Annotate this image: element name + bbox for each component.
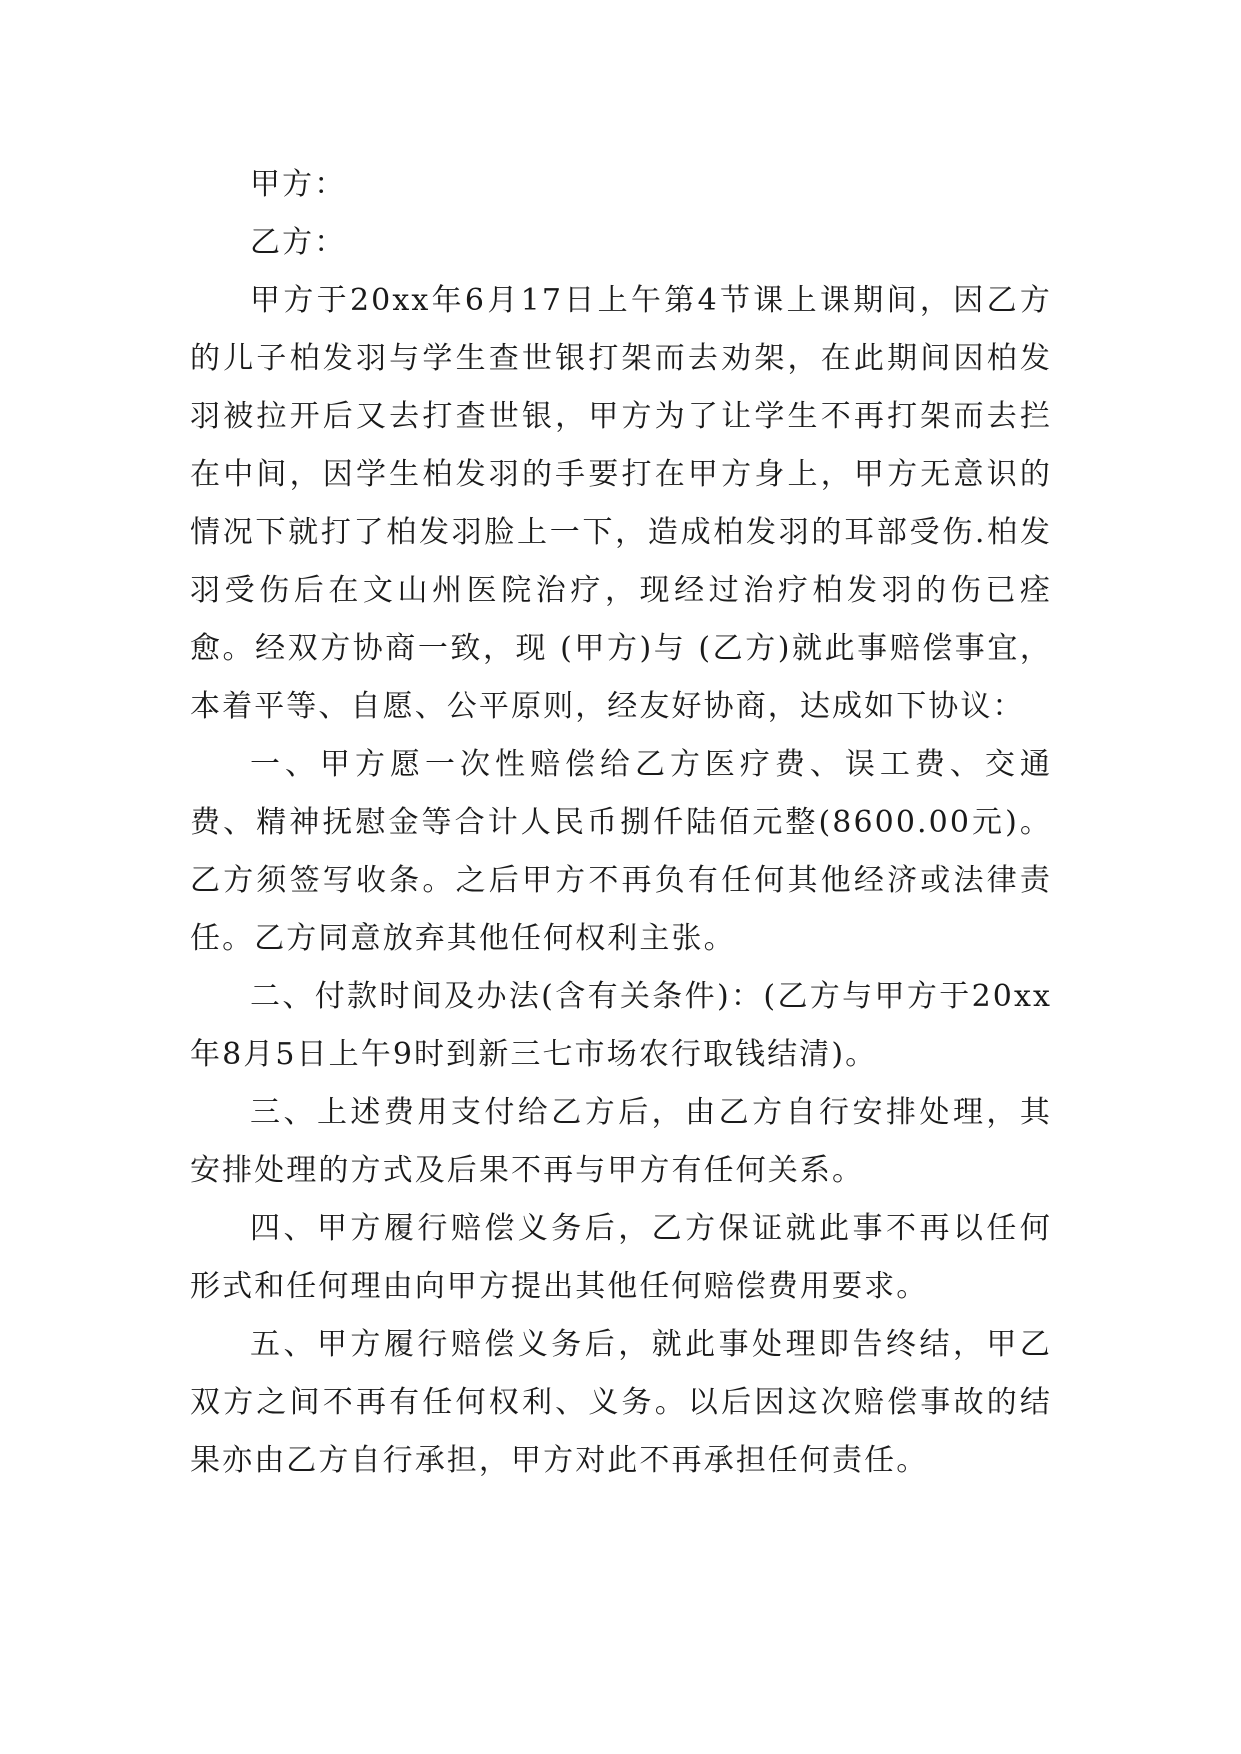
party-b-label: 乙方： xyxy=(250,225,347,260)
clause-3: 三、上述费用支付给乙方后，由乙方自行安排处理，其安排处理的方式及后果不再与甲方有任何关系。 xyxy=(190,1095,1052,1188)
clause-4: 四、甲方履行赔偿义务后，乙方保证就此事不再以任何形式和任何理由向甲方提出其他任何赔偿费用要求。 xyxy=(190,1211,1052,1304)
clause-2: 二、付款时间及办法(含有关条件)：(乙方与甲方于20xx年8月5日上午9时到新三七市场农行取钱结清)。 xyxy=(190,979,1052,1072)
document-body xyxy=(190,156,1052,1490)
clause-5: 五、甲方履行赔偿义务后，就此事处理即告终结，甲乙双方之间不再有任何权利、义务。以后因这次赔偿事故的结果亦由乙方自行承担，甲方对此不再承担任何责任。 xyxy=(190,1327,1052,1478)
intro-paragraph: 甲方于20xx年6月17日上午第4节课上课期间，因乙方的儿子柏发羽与学生查世银打架而去劝架，在此期间因柏发羽被拉开后又去打查世银，甲方为了让学生不再打架而去拦在中间，因学生柏发羽的手要打在甲方身上，甲方无意识的情况下就打了柏发羽脸上一下，造成柏发羽的耳部受伤.柏发羽受伤后在文山州医院治疗，现经过治疗柏发羽的伤已痊愈。经双方协商一致，现 (甲方)与 (乙方)就此事赔偿事宜，本着平等、自愿、公平原则，经友好协商，达成如下协议： xyxy=(190,283,1052,724)
clause-1: 一、甲方愿一次性赔偿给乙方医疗费、误工费、交通费、精神抚慰金等合计人民币捌仟陆佰元整(8600.00元)。乙方须签写收条。之后甲方不再负有任何其他经济或法律责任。乙方同意放弃其他任何权利主张。 xyxy=(190,747,1052,956)
party-a-label: 甲方： xyxy=(250,167,347,202)
